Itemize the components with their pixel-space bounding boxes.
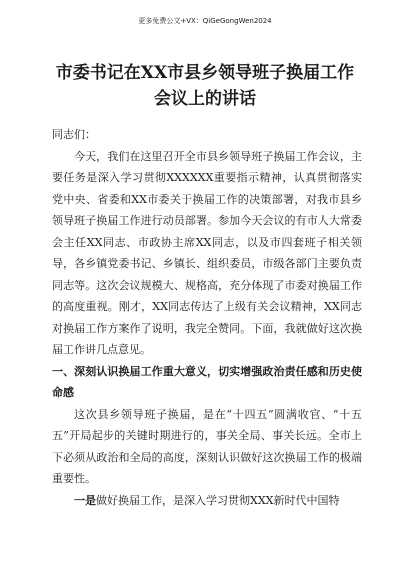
point-1-lead: 一是 bbox=[74, 493, 96, 507]
point-1-paragraph bbox=[52, 490, 362, 512]
section-1-paragraph: 这次县乡领导班子换届，是在“十四五”圆满收官、“十五五”开局起步的关键时期进行的，事关全局、事关长远。全市上下必须从政治和全局的高度，深刻认识做好这次换届工作的极端重要性。 bbox=[52, 407, 362, 485]
title-line-2: 会议上的讲话 bbox=[154, 89, 256, 109]
point-1-text: 做好换届工作，是深入学习贯彻XXX新时代中国特 bbox=[96, 493, 340, 507]
speech-body bbox=[52, 124, 362, 511]
header-note: 更多免费公文+VX：QiGeGongWen2024 bbox=[138, 17, 272, 25]
salutation: 同志们： bbox=[52, 128, 96, 141]
opening-paragraph: 今天，我们在这里召开全市县乡领导班子换届工作会议，主要任务是深入学习贯彻XXXXXX重要指示精神，认真贯彻落实党中央、省委和XX市委关于换届工作的决策部署，对我市县乡领导班子换届工作进行动员部署。参加今天会议的有市人大常委会主任XX同志、市政协主席XX同志，以及市四套班子相关领导，各乡镇党委书记、乡镇长、组织委员，市级各部门主要负责同志等。这次会议规模大、规格高，充分体现了市委对换届工作的高度重视。刚才，XX同志传达了上级有关会议精神，XX同志对换届工作方案作了说明，我完全赞同。下面，我就做好这次换届工作讲几点意见。 bbox=[52, 149, 362, 356]
document-title bbox=[40, 60, 370, 112]
section-heading-1: 一、深刻认识换届工作重大意义，切实增强政治责任感和历史使命感 bbox=[52, 364, 362, 399]
title-line-1: 市委书记在XX市县乡领导班子换届工作 bbox=[55, 63, 355, 83]
